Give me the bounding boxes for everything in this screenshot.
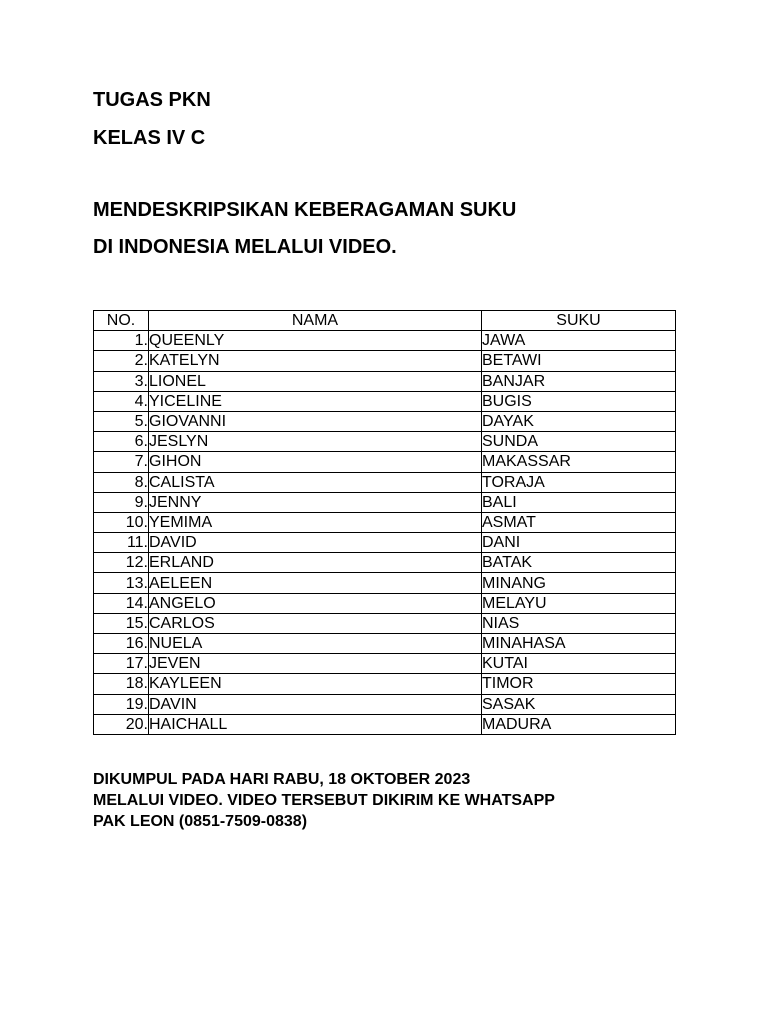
ethnic-group-cell: BATAK xyxy=(482,553,676,573)
row-number-cell: 17. xyxy=(94,654,149,674)
ethnic-group-cell: JAWA xyxy=(482,331,676,351)
table-row xyxy=(94,432,676,452)
student-name-cell: QUEENLY xyxy=(149,331,482,351)
student-name-cell: DAVID xyxy=(149,533,482,553)
submission-note-line-2: MELALUI VIDEO. VIDEO TERSEBUT DIKIRIM KE WHATSAPP xyxy=(93,792,555,809)
student-name-cell: YICELINE xyxy=(149,391,482,411)
table-row xyxy=(94,634,676,654)
table-body xyxy=(94,331,676,735)
ethnic-group-cell: MADURA xyxy=(482,714,676,734)
table-row xyxy=(94,694,676,714)
table-row xyxy=(94,573,676,593)
table-row xyxy=(94,391,676,411)
student-name-cell: GIHON xyxy=(149,452,482,472)
ethnic-group-cell: BETAWI xyxy=(482,351,676,371)
ethnic-group-cell: DAYAK xyxy=(482,411,676,431)
column-header-nama: NAMA xyxy=(149,311,482,331)
ethnic-group-cell: NIAS xyxy=(482,613,676,633)
student-name-cell: JEVEN xyxy=(149,654,482,674)
student-name-cell: LIONEL xyxy=(149,371,482,391)
table-row xyxy=(94,371,676,391)
student-name-cell: KAYLEEN xyxy=(149,674,482,694)
row-number-cell: 11. xyxy=(94,533,149,553)
row-number-cell: 3. xyxy=(94,371,149,391)
ethnic-group-cell: MINANG xyxy=(482,573,676,593)
student-name-cell: GIOVANNI xyxy=(149,411,482,431)
table-header-row xyxy=(94,311,676,331)
student-name-cell: JESLYN xyxy=(149,432,482,452)
table-row xyxy=(94,593,676,613)
student-name-cell: ANGELO xyxy=(149,593,482,613)
ethnic-group-cell: DANI xyxy=(482,533,676,553)
table-row xyxy=(94,613,676,633)
row-number-cell: 6. xyxy=(94,432,149,452)
table-row xyxy=(94,553,676,573)
row-number-cell: 1. xyxy=(94,331,149,351)
row-number-cell: 18. xyxy=(94,674,149,694)
table-row xyxy=(94,533,676,553)
ethnic-group-cell: MINAHASA xyxy=(482,634,676,654)
table-row xyxy=(94,492,676,512)
row-number-cell: 13. xyxy=(94,573,149,593)
student-name-cell: NUELA xyxy=(149,634,482,654)
student-name-cell: CARLOS xyxy=(149,613,482,633)
submission-note xyxy=(93,769,555,832)
student-table xyxy=(93,310,676,735)
row-number-cell: 15. xyxy=(94,613,149,633)
table-row xyxy=(94,411,676,431)
student-name-cell: ERLAND xyxy=(149,553,482,573)
column-header-no: NO. xyxy=(94,311,149,331)
table-row xyxy=(94,674,676,694)
table-row xyxy=(94,714,676,734)
table-row xyxy=(94,472,676,492)
ethnic-group-cell: ASMAT xyxy=(482,512,676,532)
row-number-cell: 2. xyxy=(94,351,149,371)
ethnic-group-cell: BALI xyxy=(482,492,676,512)
student-name-cell: JENNY xyxy=(149,492,482,512)
ethnic-group-cell: KUTAI xyxy=(482,654,676,674)
row-number-cell: 20. xyxy=(94,714,149,734)
row-number-cell: 4. xyxy=(94,391,149,411)
ethnic-group-cell: SUNDA xyxy=(482,432,676,452)
ethnic-group-cell: SASAK xyxy=(482,694,676,714)
row-number-cell: 9. xyxy=(94,492,149,512)
row-number-cell: 12. xyxy=(94,553,149,573)
column-header-suku: SUKU xyxy=(482,311,676,331)
student-name-cell: HAICHALL xyxy=(149,714,482,734)
table-row xyxy=(94,452,676,472)
title-line-1: TUGAS PKN xyxy=(93,89,211,111)
row-number-cell: 8. xyxy=(94,472,149,492)
row-number-cell: 5. xyxy=(94,411,149,431)
ethnic-group-cell: MAKASSAR xyxy=(482,452,676,472)
student-name-cell: DAVIN xyxy=(149,694,482,714)
table-row xyxy=(94,512,676,532)
ethnic-group-cell: TIMOR xyxy=(482,674,676,694)
table-row xyxy=(94,654,676,674)
row-number-cell: 16. xyxy=(94,634,149,654)
ethnic-group-cell: BUGIS xyxy=(482,391,676,411)
table-row xyxy=(94,331,676,351)
title-line-2: KELAS IV C xyxy=(93,127,206,149)
row-number-cell: 19. xyxy=(94,694,149,714)
student-name-cell: YEMIMA xyxy=(149,512,482,532)
row-number-cell: 7. xyxy=(94,452,149,472)
ethnic-group-cell: TORAJA xyxy=(482,472,676,492)
student-name-cell: KATELYN xyxy=(149,351,482,371)
table-row xyxy=(94,351,676,371)
subject-line-2: DI INDONESIA MELALUI VIDEO. xyxy=(93,236,397,258)
submission-note-line-3: PAK LEON (0851-7509-0838) xyxy=(93,813,308,830)
row-number-cell: 14. xyxy=(94,593,149,613)
subject-line-1: MENDESKRIPSIKAN KEBERAGAMAN SUKU xyxy=(93,199,517,221)
submission-note-line-1: DIKUMPUL PADA HARI RABU, 18 OKTOBER 2023 xyxy=(93,771,471,788)
student-name-cell: CALISTA xyxy=(149,472,482,492)
row-number-cell: 10. xyxy=(94,512,149,532)
student-name-cell: AELEEN xyxy=(149,573,482,593)
ethnic-group-cell: BANJAR xyxy=(482,371,676,391)
ethnic-group-cell: MELAYU xyxy=(482,593,676,613)
